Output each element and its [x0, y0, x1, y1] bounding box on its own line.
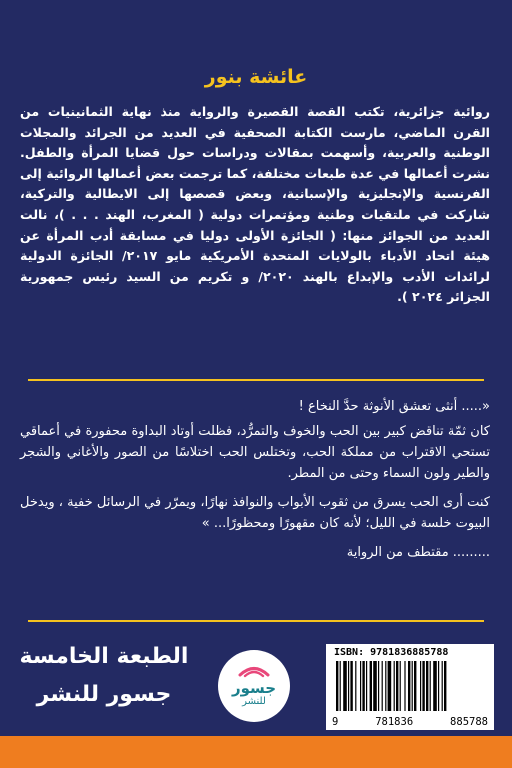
author-bio: روائية جزائرية، تكتب القصة القصيرة والرواية منذ نهاية الثمانينيات من القرن الماضي، مارست الكتابة الصحفية في العديد من الجرائد والمجلات الوطنية والعربية، وأسهمت بمقالات ودراسات حول قضايا المرأة والطفل. نشرت أعمالها في عدة طبعات مختلفة، كما ترجمت بعض أعمالها الروائية إلى الفرنسية والإنجليزية والإسبانية، وبعض قصصها إلى الايطالية والتركية، شاركت في ملتقيات وطنية ومؤتمرات دولية ( المغرب، الهند . . . )، نالت العديد من الجوائز منها: ( الجائزة الأولى دوليا في مسابقة أدب المرأة عن هيئة اتحاد الأدباء بالولايات المتحدة الأمريكية مايو ٢٠١٧/ الجائزة الدولية لرائدات الأدب والإبداع بالهند ٢٠٢٠/ و تكريم من السيد رئيس جمهورية الجزائر ٢٠٢٤ ).: [20, 104, 490, 305]
barcode-bar: [414, 661, 416, 711]
excerpt-paragraph-1: كان ثمّة تناقض كبير بين الحب والخوف والتمرُّد، فظلت أوتاد البداوة محفورة في أعماقي تستحي الاقتراب من مملكة الحب، وتختلس الحب اختلاسًا من الصور والأغاني والشجر والطير ولون السماء وحتى من المطر.: [20, 424, 490, 481]
barcode-bar: [444, 661, 446, 711]
bridge-mark-icon: [237, 664, 271, 678]
barcode-bar: [340, 661, 341, 711]
barcode-bar: [433, 661, 437, 711]
barcode-bar: [420, 661, 421, 711]
barcode-bar: [426, 661, 428, 711]
barcode-bar: [422, 661, 424, 711]
author-name: عائشة بنور: [204, 66, 308, 88]
barcode-bar: [370, 661, 372, 711]
barcode-bar: [343, 661, 347, 711]
isbn-label: ISBN: 9781836885788: [334, 647, 449, 658]
barcode-bars: [336, 661, 486, 711]
barcode-bar: [348, 661, 349, 711]
logo-subtitle: للنشر: [242, 696, 266, 707]
barcode-bar: [408, 661, 410, 711]
barcode-digit-lead: 9: [332, 716, 339, 728]
barcode-bar: [396, 661, 398, 711]
excerpt-opening: «..... أنثى تعشق الأنوثة حدَّ النخاع !: [298, 399, 490, 414]
barcode-bar: [336, 661, 338, 711]
barcode-bar: [350, 661, 352, 711]
barcode-bar: [385, 661, 386, 711]
barcode-bar: [373, 661, 377, 711]
publisher-logo: [218, 650, 290, 722]
barcode-digits-right: 885788: [450, 716, 488, 728]
barcode-bar: [366, 661, 367, 711]
divider-bottom: [28, 620, 484, 622]
barcode-bar: [412, 661, 413, 711]
barcode-bar: [378, 661, 379, 711]
publisher-name: جسور للنشر: [36, 682, 172, 707]
barcode-bar: [355, 661, 356, 711]
barcode-bar: [430, 661, 431, 711]
barcode-digits-left: 781836: [375, 716, 414, 728]
barcode-bar: [362, 661, 364, 711]
excerpt-paragraph-2: كنت أرى الحب يسرق من ثقوب الأبواب والنوافذ نهارًا، ويمرّر في الرسائل خفية ، ويدخل البيوت خلسة في الليل؛ لأنه كان مقهورًا ومحظورًا... »: [20, 495, 490, 531]
excerpt-source: ......... مقتطف من الرواية: [346, 545, 490, 560]
divider-top: [28, 379, 484, 381]
barcode-bar: [388, 661, 392, 711]
edition-label: الطبعة الخامسة: [19, 644, 189, 669]
barcode-bar: [404, 661, 405, 711]
barcode-bar: [360, 661, 361, 711]
barcode-bar: [442, 661, 443, 711]
barcode-digits: [326, 716, 494, 728]
bottom-color-band: [0, 736, 512, 768]
barcode-bar: [400, 661, 401, 711]
novel-excerpt: [20, 396, 490, 571]
isbn-barcode: [326, 644, 494, 730]
logo-name: جسور: [231, 679, 277, 697]
barcode-bar: [438, 661, 439, 711]
barcode-bar: [382, 661, 383, 711]
barcode-bar: [394, 661, 395, 711]
